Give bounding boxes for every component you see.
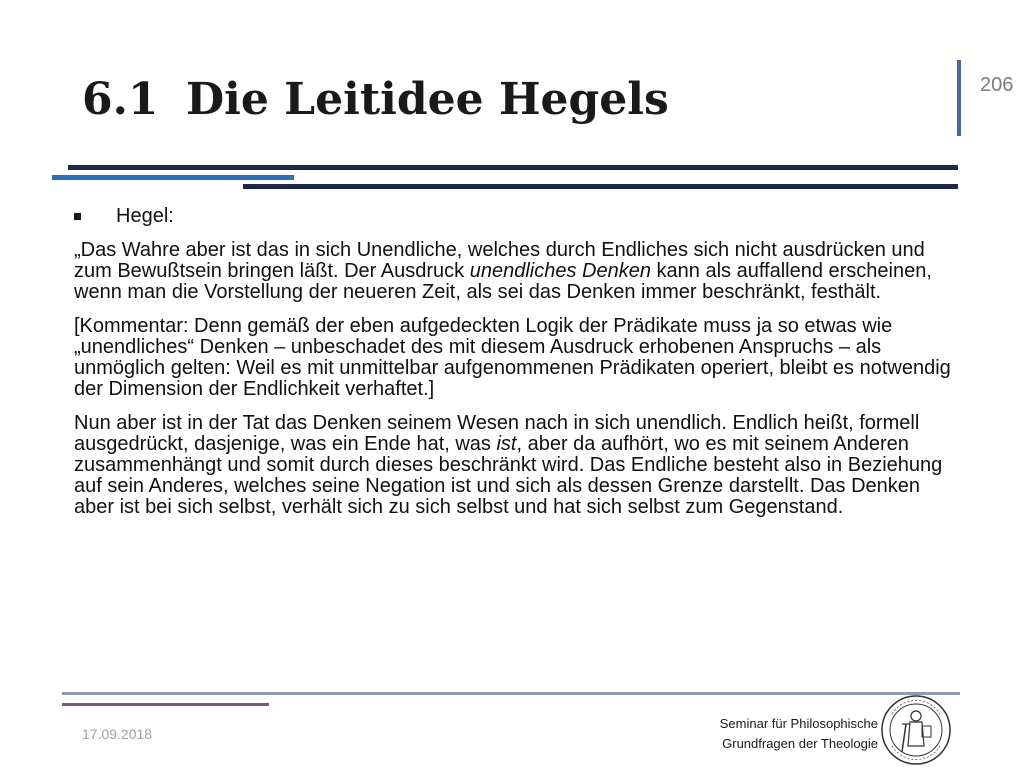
slide-body bbox=[74, 204, 964, 531]
institute-line-2: Grundfragen der Theologie bbox=[722, 736, 878, 751]
final-text-1: Nun aber ist in der Tat das Denken seinem Wesen nach in sich unendlich. Endlich heißt, formell ausgedrückt, dasjenige, was ein Ende hat, was bbox=[74, 412, 920, 455]
institute-line-1: Seminar für Philosophische bbox=[719, 716, 878, 731]
title-text: Die Leitidee Hegels bbox=[186, 74, 669, 125]
bottom-rule-gray bbox=[62, 692, 960, 695]
institute-name bbox=[700, 714, 878, 754]
top-rule-navy-2 bbox=[243, 184, 958, 189]
footer-date: 17.09.2018 bbox=[82, 726, 153, 742]
square-bullet-icon bbox=[74, 213, 81, 220]
top-rule-navy-1 bbox=[68, 165, 958, 170]
page-number-bar bbox=[957, 60, 961, 136]
final-emphasis: ist bbox=[496, 433, 517, 455]
slide-title bbox=[82, 68, 669, 132]
university-seal-icon bbox=[880, 694, 952, 766]
top-rule-blue bbox=[52, 175, 294, 180]
bullet-item bbox=[74, 204, 964, 228]
hegel-quote bbox=[74, 240, 964, 303]
quote-text-2: kann als auffallend erscheinen, wenn man die Vorstellung der neueren Zeit, als sei das Denken immer beschränkt, festhält. bbox=[74, 260, 932, 303]
quote-emphasis: unendliches Denken bbox=[469, 260, 651, 282]
page-number: 206 bbox=[980, 74, 1014, 96]
bottom-rule-purple bbox=[62, 703, 269, 706]
commentary-paragraph: [Kommentar: Denn gemäß der eben aufgedeckten Logik der Prädikate muss ja so etwas wie „unendliches“ Denken – unbeschadet des mit diesem Ausdruck erhobenen Anspruchs – als unmöglich gelten: Weil es mit unmittelbar aufgenommenen Prädikaten operiert, bleibt es notwendig der Dimension der Endlichkeit verhaftet.] bbox=[74, 315, 951, 400]
final-paragraph bbox=[74, 413, 964, 518]
final-text-2: , aber da aufhört, wo es mit seinem Anderen zusammenhängt und somit durch dieses beschränkt wird. Das Endliche besteht also in Beziehung auf sein Anderes, welches seine Negation ist und sich als dessen Grenze darstellt. Das Denken aber ist bei sich selbst, verhält sich zu sich selbst und hat sich selbst zum Gegenstand. bbox=[74, 433, 943, 518]
quote-text-1: „Das Wahre aber ist das in sich Unendliche, welches durch Endliches sich nicht ausdrücken und zum Bewußtsein bringen läßt. Der Ausdruck bbox=[74, 239, 925, 282]
bullet-label: Hegel: bbox=[116, 204, 174, 227]
section-number: 6.1 bbox=[82, 74, 159, 125]
